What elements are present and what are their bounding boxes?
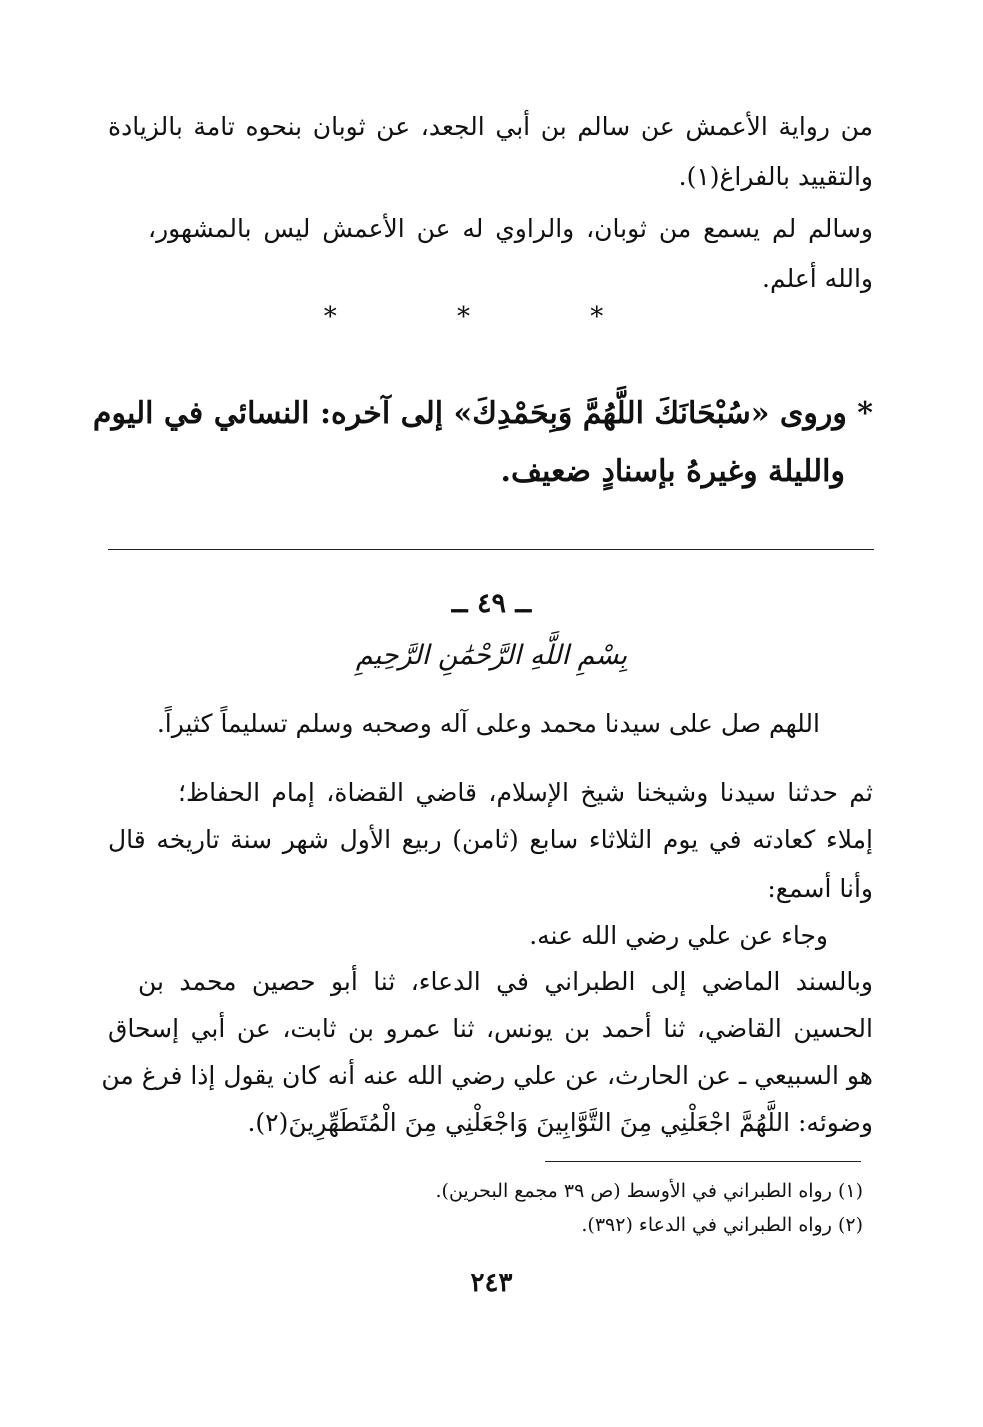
text-line: ثم حدثنا سيدنا وشيخنا شيخ الإسلام، قاضي القضاة، إمام الحفاظ؛ [178,778,873,807]
text-line: إملاء كعادته في يوم الثلاثاء سابع (ثامن) ربيع الأول شهر سنة تاريخه قال [108,825,873,854]
heading-line: والليلة وغيرهُ بإسنادٍ ضعيف. [500,454,845,489]
text-line: وضوئه: اللَّهُمَّ اجْعَلْنِي مِنَ التَّوَّابِينَ وَاجْعَلْنِي مِنَ الْمُتَطَهِّرِينَ(٢). [247,1108,873,1137]
section-number: ــ ٤٩ ــ [451,588,532,619]
basmala: بِسْمِ اللَّهِ الرَّحْمَٰنِ الرَّحِيمِ [355,640,628,671]
text-line: والتقييد بالفراغ(١). [678,162,873,191]
divider-line [108,549,874,550]
text-line: وأنا أسمع: [767,874,873,903]
text-line: وجاء عن علي رضي الله عنه. [529,921,828,950]
text-line: وبالسند الماضي إلى الطبراني في الدعاء، ثنا أبو حصين محمد بن [138,967,873,996]
text-line: وسالم لم يسمع من ثوبان، والراوي له عن الأعمش ليس بالمشهور، [148,214,873,243]
footnote: (١) رواه الطبراني في الأوسط (ص ٣٩ مجمع البحرين). [435,1180,863,1202]
text-line: الحسين القاضي، ثنا أحمد بن يونس، ثنا عمرو بن ثابت، عن أبي إسحاق [108,1014,873,1043]
text-line: والله أعلم. [762,264,873,293]
text-line: هو السبيعي ـ عن الحارث، عن علي رضي الله عنه أنه كان يقول إذا فرغ من [101,1061,873,1090]
text-line: من رواية الأعمش عن سالم بن أبي الجعد، عن ثوبان بنحوه تامة بالزيادة [108,112,873,141]
section-separator-stars: * * * [323,302,660,332]
footnote-divider [545,1161,861,1162]
heading-line: * وروى «سُبْحَانَكَ اللَّهُمَّ وَبِحَمْدِكَ» إلى آخره: النسائي في اليوم [92,396,873,431]
page-number: ٢٤٣ [470,1268,513,1298]
footnote: (٢) رواه الطبراني في الدعاء (٣٩٢). [581,1214,863,1236]
text-line: اللهم صل على سيدنا محمد وعلى آله وصحبه وسلم تسليماً كثيراً. [156,709,820,738]
